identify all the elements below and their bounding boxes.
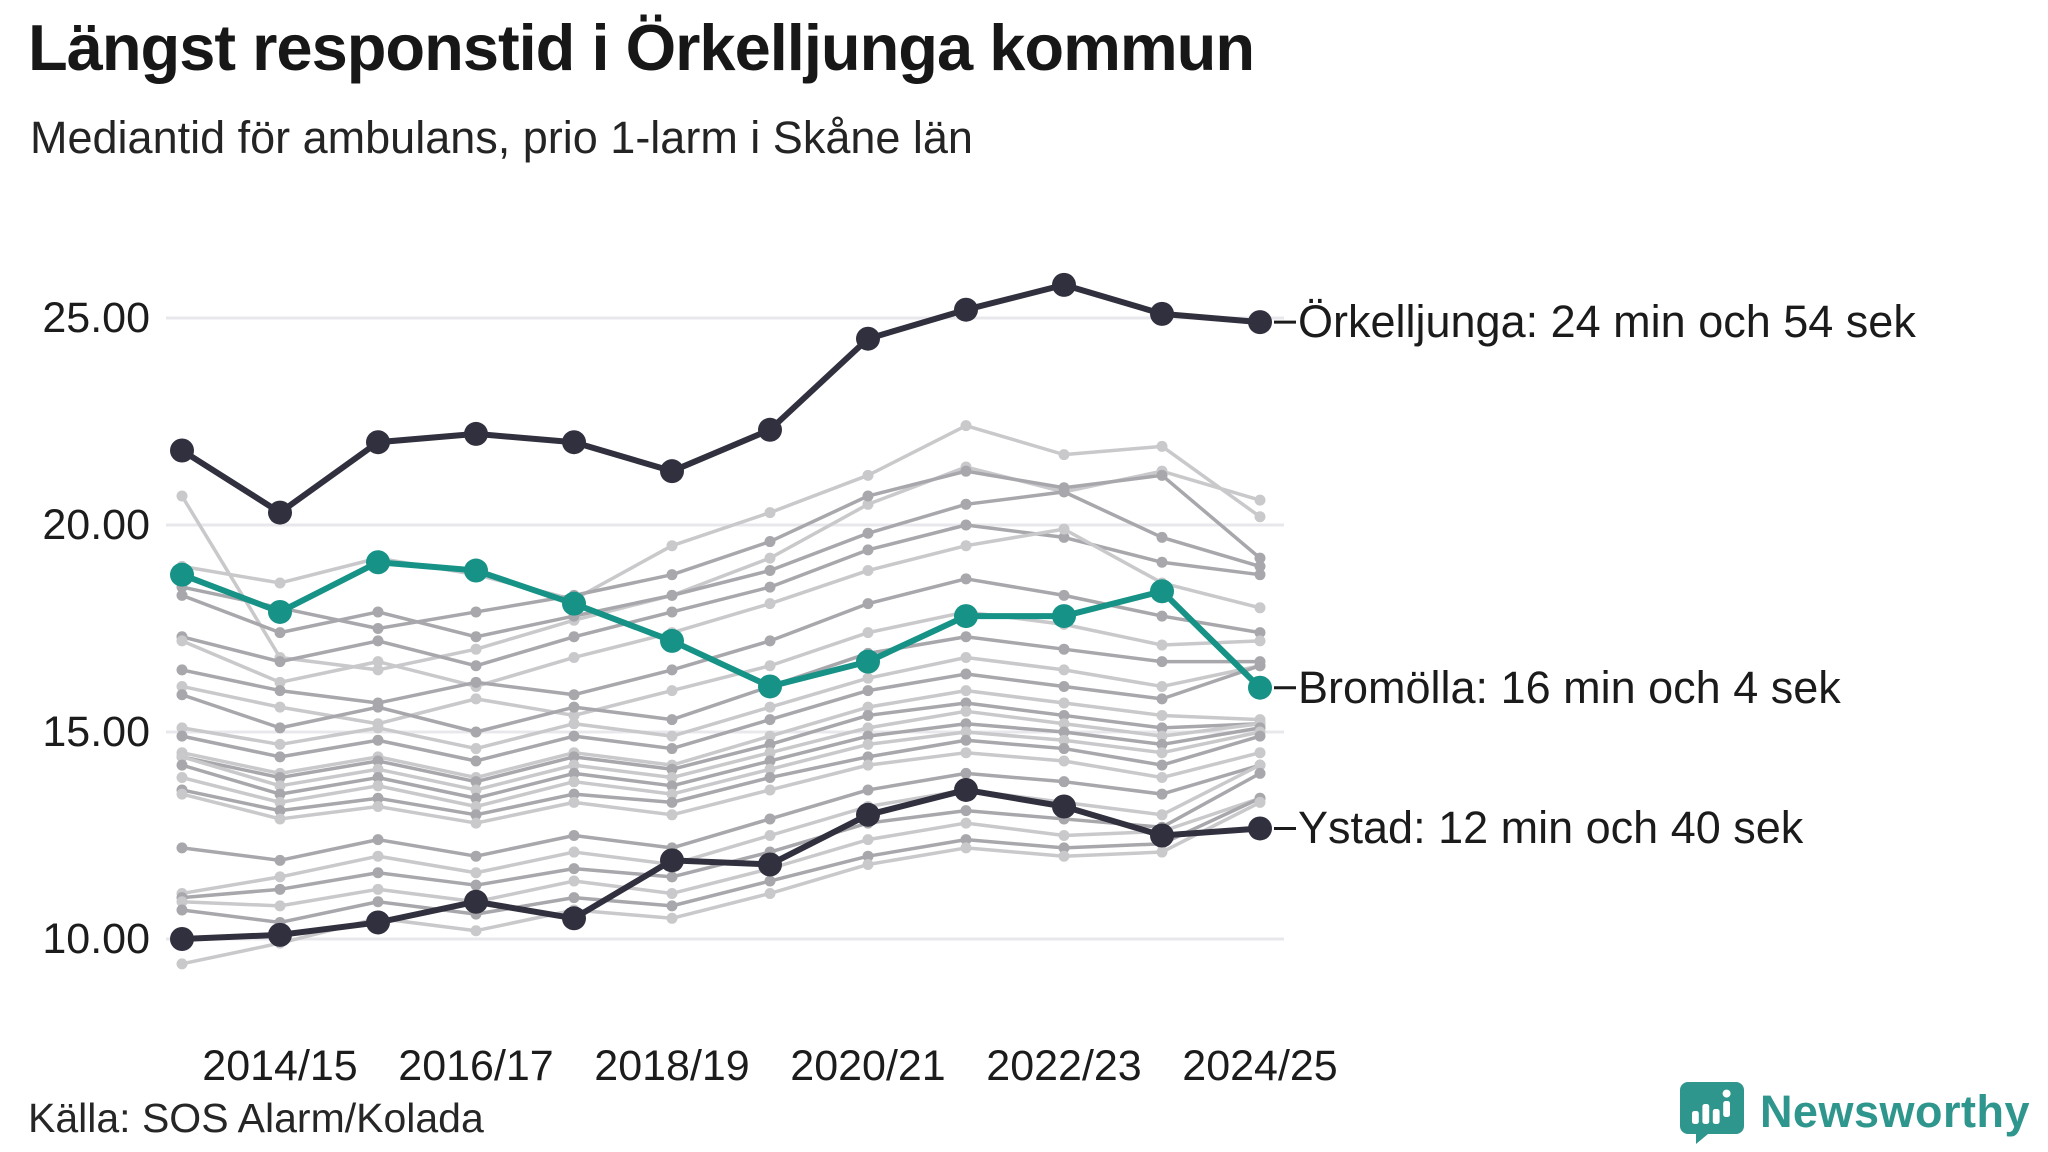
newsworthy-wordmark: Newsworthy xyxy=(1759,1086,2030,1137)
callout-bromolla: Bromölla: 16 min och 4 sek xyxy=(1298,661,1841,713)
x-axis-label: 2016/17 xyxy=(398,1042,554,1090)
y-axis-label: 20.00 xyxy=(42,501,150,549)
y-axis-label: 10.00 xyxy=(42,915,150,963)
page-title: Längst responstid i Örkelljunga kommun xyxy=(28,11,1255,84)
callout-ystad: Ystad: 12 min och 40 sek xyxy=(1298,802,1804,854)
newsworthy-bubble-chart-icon xyxy=(1678,1080,1746,1144)
x-axis-label: 2014/15 xyxy=(202,1042,358,1090)
source-attribution: Källa: SOS Alarm/Kolada xyxy=(28,1095,484,1141)
callout-orkelljunga: Örkelljunga: 24 min och 54 sek xyxy=(1298,296,1916,348)
y-axis-label: 15.00 xyxy=(42,708,150,756)
x-axis-label: 2020/21 xyxy=(790,1042,946,1090)
chart-subtitle: Mediantid för ambulans, prio 1-larm i Skåne län xyxy=(30,112,973,163)
newsworthy-logo[interactable] xyxy=(1678,1080,2030,1144)
x-axis-label: 2022/23 xyxy=(986,1042,1142,1090)
x-axis-label: 2018/19 xyxy=(594,1042,750,1090)
y-axis-label: 25.00 xyxy=(42,294,150,342)
x-axis-label: 2024/25 xyxy=(1182,1042,1338,1090)
